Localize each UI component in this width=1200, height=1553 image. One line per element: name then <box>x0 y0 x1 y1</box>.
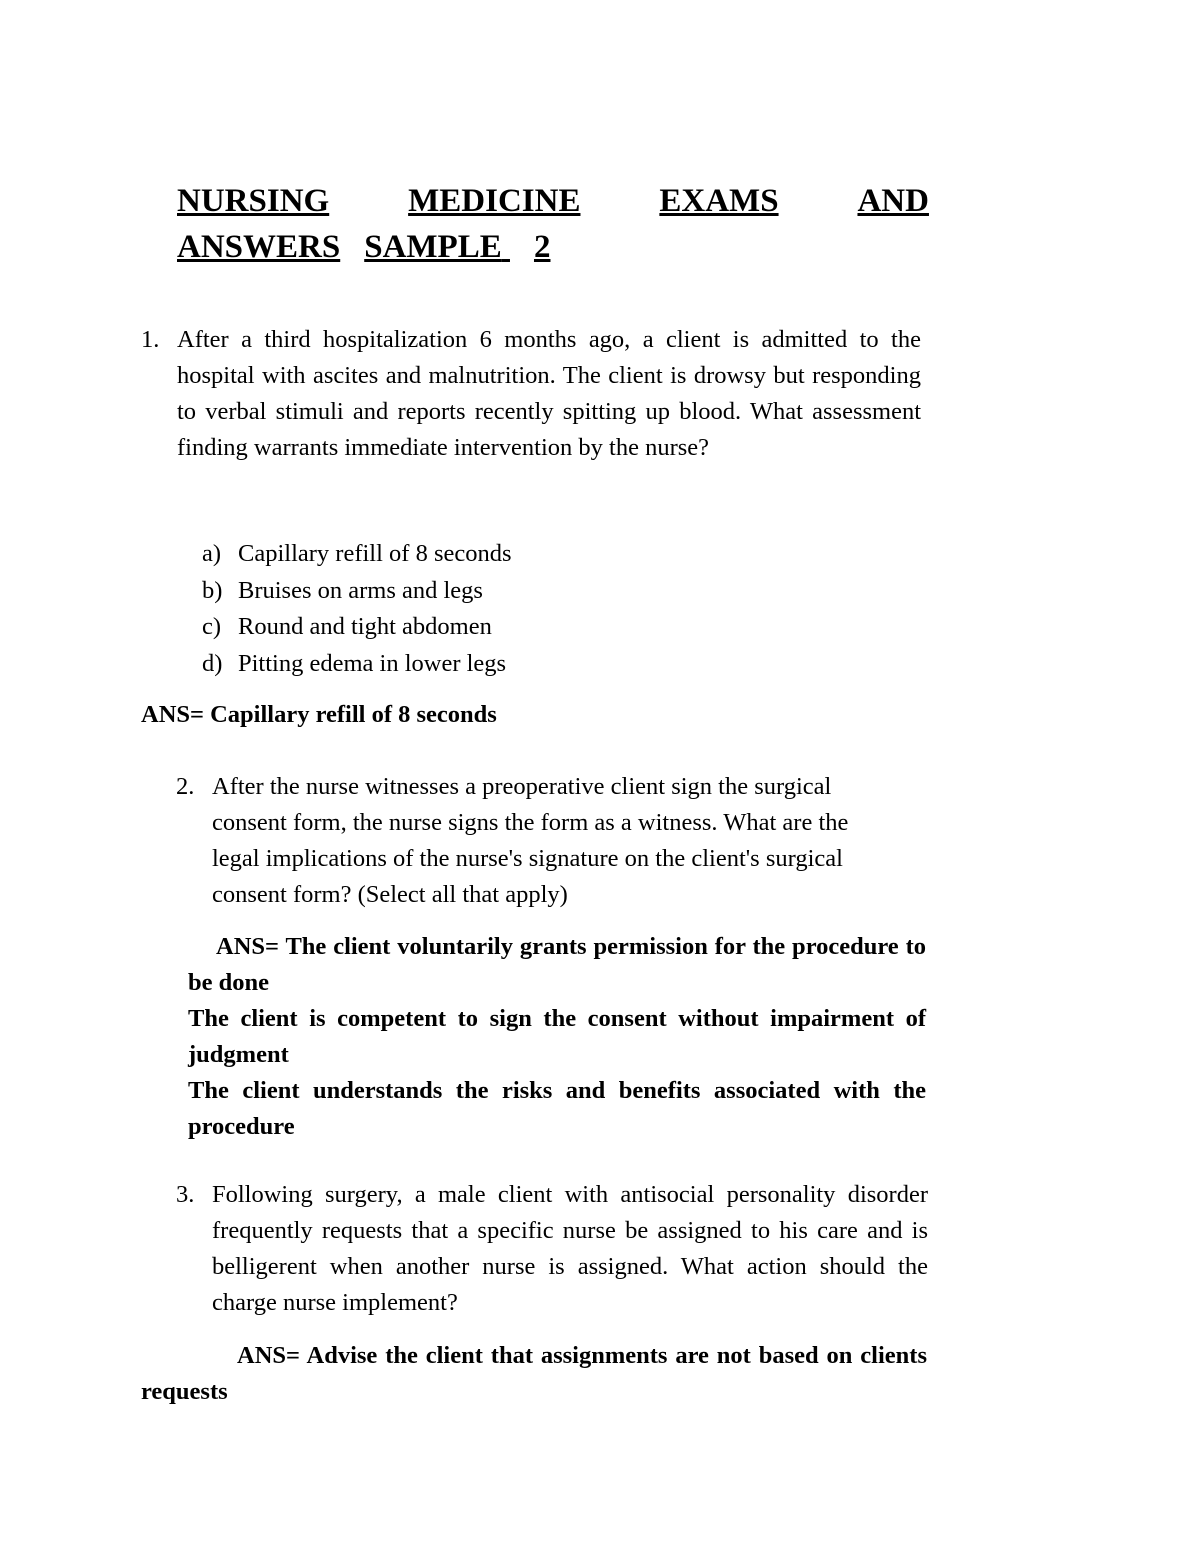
answer-line: ANS= The client voluntarily grants permission for the procedure to be done <box>188 933 926 996</box>
question-text: Following surgery, a male client with antisocial personality disorder frequently requests that a specific nurse be assigned to his care and is belligerent when another nurse is assigned. What action should the charge nurse implement? <box>212 1181 928 1316</box>
title-word: SAMPLE <box>364 229 502 265</box>
option-letter: d) <box>202 649 223 677</box>
option-d <box>202 646 702 683</box>
option-letter: b) <box>202 576 223 604</box>
question-number: 2. <box>176 773 195 800</box>
document-title <box>177 178 929 270</box>
question-number: 3. <box>176 1181 195 1208</box>
question-2 <box>176 769 896 913</box>
option-text: Round and tight abdomen <box>238 613 492 640</box>
answer-2 <box>188 929 926 1145</box>
title-word: MEDICINE <box>408 183 581 219</box>
title-line-2 <box>177 224 929 270</box>
question-1 <box>141 322 921 466</box>
question-1-options <box>202 536 702 682</box>
option-c <box>202 609 702 646</box>
answer-line: The client understands the risks and benefits associated with the procedure <box>188 1077 926 1140</box>
title-word: ANSWERS <box>177 229 341 265</box>
option-text: Bruises on arms and legs <box>238 576 483 604</box>
option-b <box>202 573 702 610</box>
answer-line: The client is competent to sign the consent without impairment of judgment <box>188 1005 926 1068</box>
answer-3: ANS= Advise the client that assignments are not based on clients requests <box>141 1342 927 1405</box>
title-word: AND <box>857 183 929 219</box>
option-a <box>202 536 702 573</box>
option-letter: a) <box>202 540 222 567</box>
title-word: EXAMS <box>659 183 779 219</box>
title-word: 2 <box>533 229 551 265</box>
option-letter: c) <box>202 613 222 640</box>
question-3 <box>176 1177 928 1321</box>
option-text: Capillary refill of 8 seconds <box>238 540 512 567</box>
title-line-1 <box>177 178 929 224</box>
question-text: After a third hospitalization 6 months ago, a client is admitted to the hospital with ascites and malnutrition. The client is drowsy but responding to verbal stimuli and reports recently spitting up blood. What assessment finding warrants immediate intervention by the nurse? <box>177 326 921 461</box>
question-text: After the nurse witnesses a preoperative client sign the surgical consent form, the nurse signs the form as a witness. What are the legal implications of the nurse's signature on the client's surgical consent form? (Select all that apply) <box>212 773 849 908</box>
question-number: 1. <box>141 326 160 353</box>
title-word: NURSING <box>177 183 330 219</box>
answer-1: ANS= Capillary refill of 8 seconds <box>141 701 497 728</box>
option-text: Pitting edema in lower legs <box>238 649 507 677</box>
